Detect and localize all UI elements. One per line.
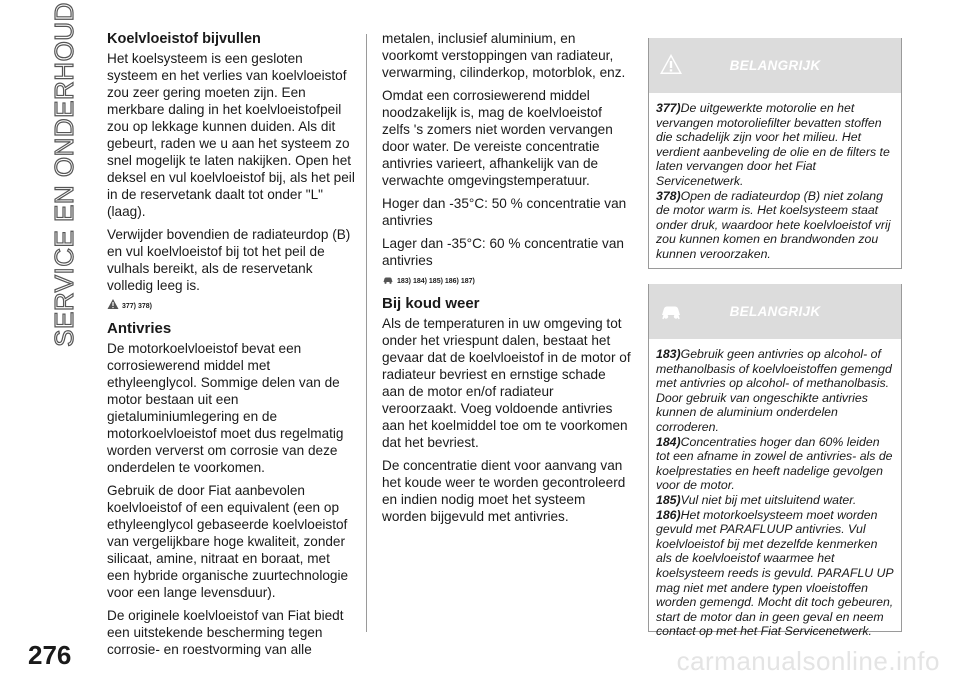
warning-triangle-icon [107,298,119,310]
note-text: De uitgewerkte motorolie en het vervangen motoroliefilter bevatten stoffen die schadelijk zijn voor het milieu. Het verdient aanbeveling de olie en de filters te laten vervangen door het Fiat Servicenetwerk. [656,101,890,188]
paragraph: Gebruik de door Fiat aanbevolen koelvloeistof of een equivalent (een op ethyleenglycol gebaseerde koelvloeistof van vergelijkbare hoge kwaliteit, zonder silicaat, amine, nitraat en boraat, met een hybride organische zuurtechnologie voor een lange levensduur). [107,483,349,600]
note-item [656,101,894,189]
note-item [656,493,894,508]
note-text: Vul niet bij met uitsluitend water. [680,492,857,507]
car-caution-icon [382,273,394,285]
reference-numbers: 377) 378) [122,303,152,310]
note-text: Concentraties hoger dan 60% leiden tot een afname in zowel de antivries- als de koelprestaties en heeft nadelige gevolgen voor de motor. [656,434,893,493]
note-number: 377) [656,101,681,115]
paragraph: De motorkoelvloeistof bevat een corrosiewerend middel met ethyleenglycol. Sommige delen van de motor bestaan uit een gietaluminiumlegering en de motorkoelvloeistof moet dus regelmatig worden ververst om corrosie van deze onderdelen te voorkomen. [107,341,344,475]
warning-references [107,298,355,313]
car-caution-icon [659,298,683,322]
note-item [656,347,894,435]
note-item [656,435,894,493]
paragraph: De originele koelvloeistof van Fiat biedt een uitstekende bescherming tegen corrosie- en roestvorming van alle [107,608,344,657]
important-box-warning [648,38,902,269]
paragraph: Omdat een corrosiewerend middel noodzakelijk is, mag de koelvloeistof zelfs 's zomers niet worden vervangen door water. De vereiste concentratie antivries varieert, afhankelijk van de verwachte omgevingstemperatuur. [382,88,613,188]
paragraph: Hoger dan -35°C: 50 % concentratie van antivries [382,196,627,228]
reference-numbers: 183) 184) 185) 186) 187) [397,278,475,285]
note-text: Het motorkoelsysteem moet worden gevuld met PARAFLUUP antivries. Vul koelvloeistof bij met dezelfde kenmerken als de koelvloeistof waarmee het koelsysteem reeds is gevuld. PARAFLU UP mag niet met andere typen vloeistoffen worden gemengd. Mocht dit toch gebeuren, start de motor dan in geen geval en neem contact op met het Fiat Servicenetwerk. [656,507,894,639]
box-title: BELANGRIJK [729,304,821,319]
footer-watermark: carmanualsonline.info [676,646,940,676]
heading-coolant-topup: Koelvloeistof bijvullen [107,31,261,47]
section-title-text: SERVICE EN ONDERHOUD [48,1,79,347]
section-side-title [44,1,84,347]
important-box-caution [648,284,902,639]
paragraph: De concentratie dient voor aanvang van het koude weer te worden gecontroleerd en indien nodig moet het systeem worden bijgevuld met antivries. [382,458,626,524]
middle-column [382,30,632,531]
note-item [656,189,894,262]
paragraph: Lager dan -35°C: 60 % concentratie van antivries [382,236,624,268]
heading-antifreeze: Antivries [107,320,172,337]
box-header [649,284,901,339]
box-title: BELANGRIJK [729,58,821,73]
paragraph: Als de temperaturen in uw omgeving tot onder het vriespunt dalen, bestaat het gevaar dat de koelvloeistof in de motor of radiateur bevriest en ernstige schade aan de motor en/of radiateur veroorzaakt. Voeg voldoende antivries aan het koelmiddel toe om te voorkomen dat het bevriest. [382,316,631,450]
box-body [649,93,901,262]
box-header [649,38,901,93]
left-column [107,30,355,664]
note-item [656,508,894,639]
note-number: 183) [656,347,681,361]
heading-cold-weather: Bij koud weer [382,295,480,312]
warning-triangle-icon [659,52,683,76]
paragraph: metalen, inclusief aluminium, en voorkomt verstoppingen van radiateur, verwarming, cilinderkop, motorblok, enz. [382,31,626,80]
column-divider [366,34,367,632]
paragraph: Verwijder bovendien de radiateurdop (B) en vul koelvloeistof bij tot het peil de vulhals bereikt, als de reservetank volledig leeg is. [107,227,351,293]
note-number: 378) [656,188,681,203]
note-text: Open de radiateurdop (B) niet zolang de motor warm is. Het koelsysteem staat onder druk, waardoor hete koelvloeistof vrij zou kunnen komen en brandwonden zou kunnen veroorzaken. [656,188,891,261]
note-text: Gebruik geen antivries op alcohol- of methanolbasis of koelvloeistoffen gemengd met antivries op alcohol- of methanolbasis. Door gebruik van ongeschikte antivries kunnen de aluminium onderdelen corroderen. [656,347,892,434]
note-number: 185) [656,492,681,507]
note-number: 184) [656,434,681,449]
page-number: 276 [28,640,72,670]
note-number: 186) [656,507,681,522]
caution-references [382,273,632,288]
box-body [649,339,901,639]
paragraph: Het koelsysteem is een gesloten systeem en het verlies van koelvloeistof zou zeer gering moeten zijn. Een merkbare daling in het koelvloeistofpeil zou op lekkage kunnen duiden. Als dit gebeurt, raden we u aan het systeem zo snel mogelijk te laten nakijken. Open het deksel en vul koelvloeistof bij, als het peil in de reservetank daalt tot onder "L" (laag). [107,51,355,219]
